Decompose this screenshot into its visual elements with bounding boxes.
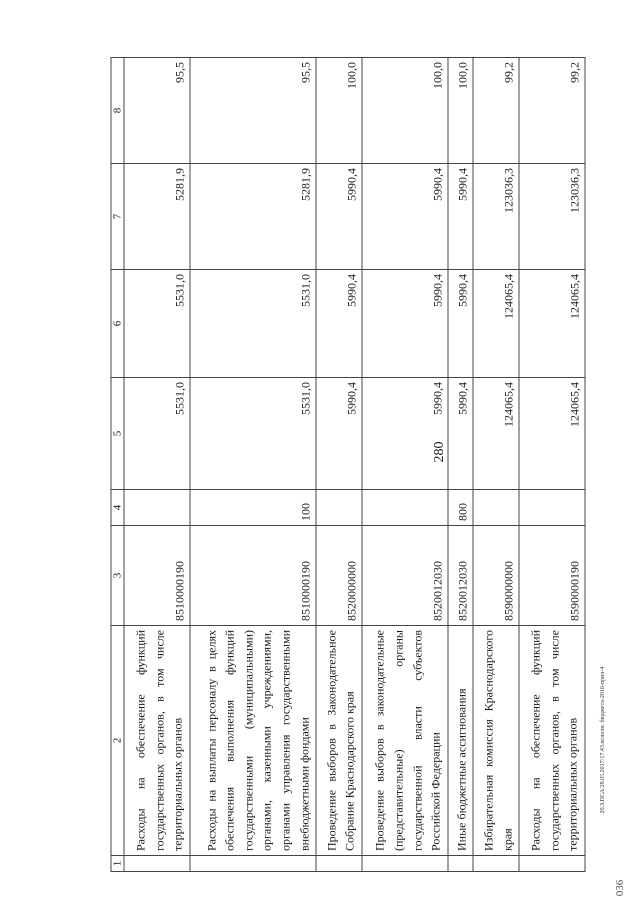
column-number-row [111,58,124,872]
expense-type-code-cell [519,490,585,526]
column-number: 7 [111,164,124,270]
executed-amount-cell: 5990,4 [316,164,362,270]
executed-amount-cell: 5281,9 [189,164,315,270]
approved-amount-cell: 124065,4 [473,378,519,490]
column-number: 8 [111,58,124,164]
refined-amount-cell: 5531,0 [189,270,315,378]
row-marker-cell [519,856,585,872]
execution-percent-cell: 95,5 [189,58,315,164]
refined-amount-cell: 5531,0 [124,270,190,378]
expense-type-code-cell [473,490,519,526]
table-row [361,58,447,872]
column-number: 5 [111,378,124,490]
expense-name-cell: Проведение выборов в законодательные (представительные) органы государственной власти субъектов Российской Федерации [361,626,447,856]
approved-amount-cell: 5990,4 [361,378,447,490]
row-marker-cell [361,856,447,872]
execution-percent-cell: 99,2 [473,58,519,164]
page-number: 280 [432,441,447,463]
refined-amount-cell: 5990,4 [361,270,447,378]
target-article-code-cell: 8520012030 [447,526,473,626]
expense-name-cell: Расходы на обеспечение функций государственных органов, в том числе территориальных органов [519,626,585,856]
refined-amount-cell: 124065,4 [519,270,585,378]
expense-type-code-cell [124,490,190,526]
execution-percent-cell: 100,0 [361,58,447,164]
column-number: 3 [111,526,124,626]
column-number: 4 [111,490,124,526]
executed-amount-cell: 5990,4 [361,164,447,270]
executed-amount-cell: 123036,3 [519,164,585,270]
target-article-code-cell: 8520012030 [361,526,447,626]
row-marker-cell [447,856,473,872]
table-row [447,58,473,872]
execution-percent-cell: 100,0 [447,58,473,164]
expense-name-cell: Иные бюджетные ассигнования [447,626,473,856]
executed-amount-cell: 5281,9 [124,164,190,270]
approved-amount-cell: 5531,0 [189,378,315,490]
budget-table-container [110,58,585,872]
expense-name-cell: Проведение выборов в Законодательное Собрание Краснодарского края [316,626,362,856]
target-article-code-cell: 8510000190 [124,526,190,626]
execution-percent-cell: 99,2 [519,58,585,164]
expense-name-cell: Расходы на выплаты персоналу в целях обеспечения выполнения функций государственными (муниципальными) органами, казенными учреждениями, органами управления государственными внебюджетными фондами [189,626,315,856]
executed-amount-cell: 123036,3 [473,164,519,270]
column-number: 1 [111,856,124,872]
approved-amount-cell: 5531,0 [124,378,190,490]
expense-type-code-cell [316,490,362,526]
expense-type-code-cell: 100 [189,490,315,526]
expense-type-code-cell: 800 [447,490,473,526]
approved-amount-cell: 5990,4 [316,378,362,490]
refined-amount-cell: 124065,4 [473,270,519,378]
target-article-code-cell: 8520000000 [316,526,362,626]
executed-amount-cell: 5990,4 [447,164,473,270]
column-number: 6 [111,270,124,378]
document-footer-code: 20.3.ПСА/28.05.2017/17.43.исполн. бюджета-2016-прил-4 [600,666,606,814]
margin-mark: 036 [614,879,626,897]
target-article-code-cell: 8590000000 [473,526,519,626]
expense-type-code-cell [361,490,447,526]
execution-percent-cell: 95,5 [124,58,190,164]
approved-amount-cell: 124065,4 [519,378,585,490]
table-row [316,58,362,872]
target-article-code-cell: 8590000190 [519,526,585,626]
table-row [124,58,190,872]
table-row [189,58,315,872]
refined-amount-cell: 5990,4 [316,270,362,378]
column-number: 2 [111,626,124,856]
expense-name-cell: Избирательная комиссия Краснодарского края [473,626,519,856]
row-marker-cell [316,856,362,872]
execution-percent-cell: 100,0 [316,58,362,164]
approved-amount-cell: 5990,4 [447,378,473,490]
refined-amount-cell: 5990,4 [447,270,473,378]
budget-table [110,57,585,872]
expense-name-cell: Расходы на обеспечение функций государственных органов, в том числе территориальных органов [124,626,190,856]
row-marker-cell [473,856,519,872]
table-row [473,58,519,872]
target-article-code-cell: 8510000190 [189,526,315,626]
row-marker-cell [189,856,315,872]
table-row [519,58,585,872]
row-marker-cell [124,856,190,872]
